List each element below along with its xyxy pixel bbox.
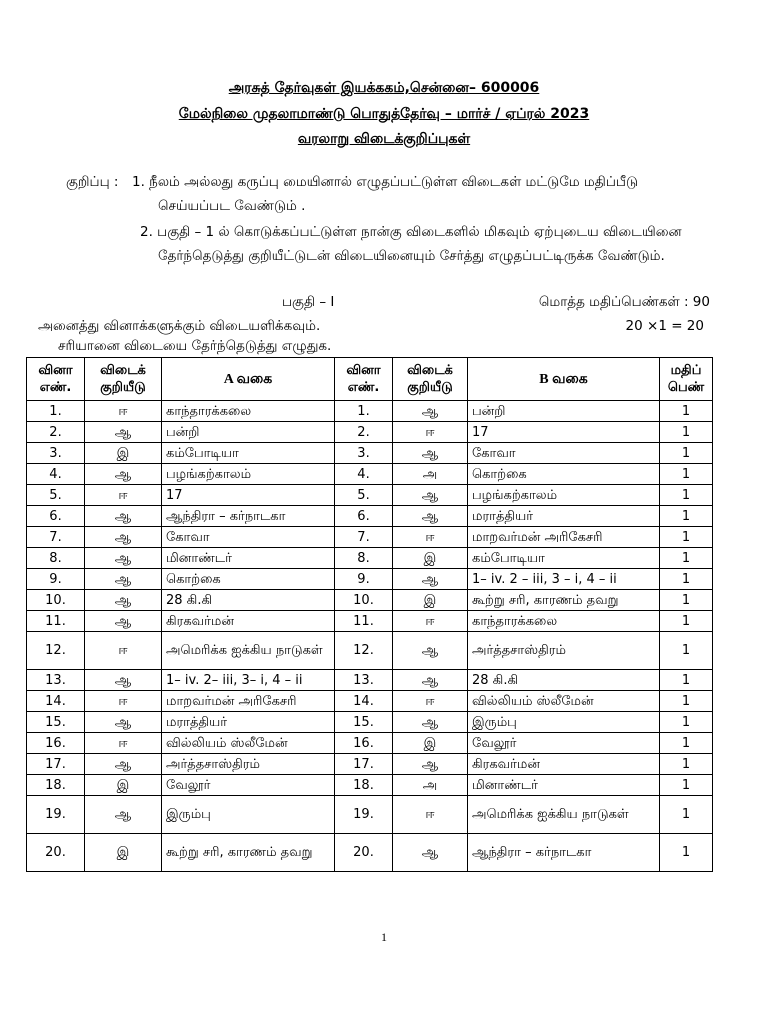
header-line-3-text: வரலாறு விடைக்குறிப்புகள் bbox=[297, 131, 471, 147]
answer-text-a: மராத்தியர் bbox=[162, 712, 335, 733]
table-row bbox=[27, 527, 713, 548]
mark: 1 bbox=[660, 422, 713, 443]
answer-code-b: இ bbox=[393, 548, 468, 569]
note-label: குறிப்பு : bbox=[66, 174, 119, 190]
question-number-b: 9. bbox=[335, 569, 393, 590]
header-code-b: விடைக் குறியீடு bbox=[393, 358, 468, 401]
question-number-a: 4. bbox=[27, 464, 85, 485]
instruction-1: அனைத்து வினாக்களுக்கும் விடையளிக்கவும். bbox=[38, 318, 321, 334]
answer-text-a: பன்றி bbox=[162, 422, 335, 443]
answer-text-b: 17 bbox=[468, 422, 660, 443]
question-number-b: 20. bbox=[335, 834, 393, 872]
table-row bbox=[27, 611, 713, 632]
table-header-row bbox=[27, 358, 713, 401]
answer-code-b: ஆ bbox=[393, 401, 468, 422]
mark: 1 bbox=[660, 401, 713, 422]
mark: 1 bbox=[660, 796, 713, 834]
answer-key-table bbox=[26, 357, 713, 872]
mark: 1 bbox=[660, 691, 713, 712]
answer-text-b: அர்த்தசாஸ்திரம் bbox=[468, 632, 660, 670]
mark: 1 bbox=[660, 754, 713, 775]
table-row bbox=[27, 548, 713, 569]
table-row bbox=[27, 569, 713, 590]
answer-code-a: ஆ bbox=[85, 796, 162, 834]
question-number-a: 1. bbox=[27, 401, 85, 422]
answer-code-a: ஈ bbox=[85, 632, 162, 670]
table-row bbox=[27, 796, 713, 834]
answer-text-a: கம்போடியா bbox=[162, 443, 335, 464]
page-number: 1 bbox=[381, 930, 387, 944]
answer-code-a: இ bbox=[85, 443, 162, 464]
answer-text-b: 1– iv. 2 – iii, 3 – i, 4 – ii bbox=[468, 569, 660, 590]
question-number-b: 15. bbox=[335, 712, 393, 733]
answer-code-b: ஈ bbox=[393, 796, 468, 834]
answer-code-b: ஆ bbox=[393, 569, 468, 590]
mark: 1 bbox=[660, 485, 713, 506]
answer-code-b: ஈ bbox=[393, 691, 468, 712]
question-number-b: 7. bbox=[335, 527, 393, 548]
question-number-a: 3. bbox=[27, 443, 85, 464]
answer-code-a: ஆ bbox=[85, 422, 162, 443]
question-number-a: 13. bbox=[27, 670, 85, 691]
question-number-b: 19. bbox=[335, 796, 393, 834]
total-marks: மொத்த மதிப்பெண்கள் : 90 bbox=[538, 294, 710, 310]
answer-text-b: பன்றி bbox=[468, 401, 660, 422]
answer-text-a: 28 கி.கி bbox=[162, 590, 335, 611]
answer-text-b: அமெரிக்க ஐக்கிய நாடுகள் bbox=[468, 796, 660, 834]
answer-text-b: கிரகவர்மன் bbox=[468, 754, 660, 775]
mark: 1 bbox=[660, 632, 713, 670]
part-score: 20 ×1 = 20 bbox=[625, 318, 704, 334]
answer-code-b: ஆ bbox=[393, 712, 468, 733]
question-number-b: 2. bbox=[335, 422, 393, 443]
answer-text-a: காந்தாரக்கலை bbox=[162, 401, 335, 422]
table-row bbox=[27, 506, 713, 527]
header-line-2-text: மேல்நிலை முதலாமாண்டு பொதுத்தேர்வு – மார்ச் / ஏப்ரல் 2023 bbox=[178, 106, 590, 122]
answer-text-a: ஆந்திரா – கர்நாடகா bbox=[162, 506, 335, 527]
answer-text-b: காந்தாரக்கலை bbox=[468, 611, 660, 632]
answer-text-b: வேலூர் bbox=[468, 733, 660, 754]
question-number-b: 1. bbox=[335, 401, 393, 422]
answer-code-a: ஆ bbox=[85, 712, 162, 733]
mark: 1 bbox=[660, 569, 713, 590]
question-number-a: 19. bbox=[27, 796, 85, 834]
answer-code-b: இ bbox=[393, 733, 468, 754]
answer-text-a: மினாண்டர் bbox=[162, 548, 335, 569]
answer-code-a: ஆ bbox=[85, 464, 162, 485]
answer-code-a: ஆ bbox=[85, 590, 162, 611]
answer-code-b: ஆ bbox=[393, 670, 468, 691]
answer-text-b: கொற்கை bbox=[468, 464, 660, 485]
answer-text-b: 28 கி.கி bbox=[468, 670, 660, 691]
header-line-3 bbox=[0, 131, 768, 149]
part-title: பகுதி – I bbox=[282, 294, 335, 310]
answer-code-b: ஆ bbox=[393, 443, 468, 464]
mark: 1 bbox=[660, 611, 713, 632]
answer-code-a: ஈ bbox=[85, 691, 162, 712]
answer-text-a: கோவா bbox=[162, 527, 335, 548]
answer-code-a: ஆ bbox=[85, 548, 162, 569]
answer-text-a: கூற்று சரி, காரணம் தவறு bbox=[162, 834, 335, 872]
answer-text-b: பழங்கற்காலம் bbox=[468, 485, 660, 506]
answer-code-b: அ bbox=[393, 775, 468, 796]
table-row bbox=[27, 422, 713, 443]
answer-code-a: ஆ bbox=[85, 527, 162, 548]
mark: 1 bbox=[660, 733, 713, 754]
header-qno-b: வினா எண். bbox=[335, 358, 393, 401]
mark: 1 bbox=[660, 670, 713, 691]
question-number-a: 8. bbox=[27, 548, 85, 569]
question-number-a: 11. bbox=[27, 611, 85, 632]
table-row bbox=[27, 590, 713, 611]
question-number-a: 5. bbox=[27, 485, 85, 506]
answer-code-a: ஈ bbox=[85, 485, 162, 506]
question-number-a: 15. bbox=[27, 712, 85, 733]
table-row bbox=[27, 464, 713, 485]
mark: 1 bbox=[660, 834, 713, 872]
question-number-b: 17. bbox=[335, 754, 393, 775]
header-qno: வினா எண். bbox=[27, 358, 85, 401]
table-row bbox=[27, 485, 713, 506]
table-row bbox=[27, 834, 713, 872]
table-row bbox=[27, 443, 713, 464]
note-1-line-2: செய்யப்பட வேண்டும் . bbox=[158, 198, 306, 214]
table-row bbox=[27, 632, 713, 670]
answer-code-b: ஆ bbox=[393, 754, 468, 775]
answer-code-a: இ bbox=[85, 775, 162, 796]
answer-code-b: ஈ bbox=[393, 611, 468, 632]
question-number-b: 14. bbox=[335, 691, 393, 712]
question-number-a: 16. bbox=[27, 733, 85, 754]
answer-code-b: இ bbox=[393, 590, 468, 611]
mark: 1 bbox=[660, 775, 713, 796]
mark: 1 bbox=[660, 506, 713, 527]
table-row bbox=[27, 691, 713, 712]
answer-text-b: மாறவர்மன் அரிகேசரி bbox=[468, 527, 660, 548]
header-line-2 bbox=[0, 106, 768, 124]
question-number-b: 16. bbox=[335, 733, 393, 754]
question-number-b: 3. bbox=[335, 443, 393, 464]
answer-code-a: இ bbox=[85, 834, 162, 872]
question-number-a: 20. bbox=[27, 834, 85, 872]
table-body bbox=[27, 401, 713, 872]
note-2-line-2: தேர்ந்தெடுத்து குறியீட்டுடன் விடையினையும் சேர்த்து எழுதப்பட்டிருக்க வேண்டும். bbox=[158, 248, 665, 264]
answer-text-a: பழங்கற்காலம் bbox=[162, 464, 335, 485]
question-number-a: 17. bbox=[27, 754, 85, 775]
answer-text-b: கம்போடியா bbox=[468, 548, 660, 569]
answer-code-a: ஆ bbox=[85, 754, 162, 775]
answer-code-b: அ bbox=[393, 464, 468, 485]
question-number-a: 2. bbox=[27, 422, 85, 443]
table-row bbox=[27, 670, 713, 691]
question-number-a: 6. bbox=[27, 506, 85, 527]
answer-text-a: கிரகவர்மன் bbox=[162, 611, 335, 632]
answer-text-a: 17 bbox=[162, 485, 335, 506]
answer-text-a: இரும்பு bbox=[162, 796, 335, 834]
question-number-b: 6. bbox=[335, 506, 393, 527]
answer-code-a: ஆ bbox=[85, 569, 162, 590]
answer-code-b: ஆ bbox=[393, 632, 468, 670]
answer-text-b: ஆந்திரா – கர்நாடகா bbox=[468, 834, 660, 872]
header-code: விடைக் குறியீடு bbox=[85, 358, 162, 401]
answer-code-b: ஆ bbox=[393, 485, 468, 506]
mark: 1 bbox=[660, 527, 713, 548]
table-row bbox=[27, 401, 713, 422]
question-number-a: 12. bbox=[27, 632, 85, 670]
question-number-b: 8. bbox=[335, 548, 393, 569]
answer-text-b: கூற்று சரி, காரணம் தவறு bbox=[468, 590, 660, 611]
answer-code-a: ஈ bbox=[85, 401, 162, 422]
header-mark: மதிப் பெண் bbox=[660, 358, 713, 401]
answer-code-a: ஆ bbox=[85, 611, 162, 632]
mark: 1 bbox=[660, 443, 713, 464]
mark: 1 bbox=[660, 712, 713, 733]
question-number-a: 9. bbox=[27, 569, 85, 590]
note-1-line-1: 1. நீலம் அல்லது கருப்பு மையினால் எழுதப்பட்டுள்ள விடைகள் மட்டுமே மதிப்பீடு bbox=[132, 174, 638, 190]
answer-text-a: 1– iv. 2– iii, 3– i, 4 – ii bbox=[162, 670, 335, 691]
question-number-a: 18. bbox=[27, 775, 85, 796]
answer-code-a: ஈ bbox=[85, 733, 162, 754]
answer-text-b: கோவா bbox=[468, 443, 660, 464]
table-row bbox=[27, 754, 713, 775]
question-number-b: 11. bbox=[335, 611, 393, 632]
note-2-line-1: 2. பகுதி – 1 ல் கொடுக்கப்பட்டுள்ள நான்கு விடைகளில் மிகவும் ஏற்புடைய விடையினை bbox=[140, 224, 682, 240]
header-line-1-text: அரசுத் தேர்வுகள் இயக்ககம்,சென்னை– 600006 bbox=[228, 80, 540, 96]
question-number-b: 4. bbox=[335, 464, 393, 485]
answer-text-b: இரும்பு bbox=[468, 712, 660, 733]
answer-text-a: வேலூர் bbox=[162, 775, 335, 796]
header-set-b: B வகை bbox=[468, 358, 660, 401]
table-row bbox=[27, 712, 713, 733]
answer-code-b: ஆ bbox=[393, 834, 468, 872]
header-line-1 bbox=[0, 80, 768, 98]
question-number-b: 10. bbox=[335, 590, 393, 611]
mark: 1 bbox=[660, 464, 713, 485]
question-number-b: 12. bbox=[335, 632, 393, 670]
mark: 1 bbox=[660, 548, 713, 569]
mark: 1 bbox=[660, 590, 713, 611]
answer-code-a: ஆ bbox=[85, 506, 162, 527]
instruction-2: சரியானை விடையை தேர்ந்தெடுத்து எழுதுக. bbox=[58, 338, 332, 354]
answer-text-a: அமெரிக்க ஐக்கிய நாடுகள் bbox=[162, 632, 335, 670]
table-row bbox=[27, 775, 713, 796]
answer-code-b: ஈ bbox=[393, 422, 468, 443]
table-row bbox=[27, 733, 713, 754]
answer-text-a: அர்த்தசாஸ்திரம் bbox=[162, 754, 335, 775]
question-number-b: 5. bbox=[335, 485, 393, 506]
question-number-a: 7. bbox=[27, 527, 85, 548]
answer-code-a: ஆ bbox=[85, 670, 162, 691]
answer-text-a: மாறவர்மன் அரிகேசரி bbox=[162, 691, 335, 712]
answer-text-b: மராத்தியர் bbox=[468, 506, 660, 527]
question-number-b: 18. bbox=[335, 775, 393, 796]
answer-text-b: வில்லியம் ஸ்லீமேன் bbox=[468, 691, 660, 712]
answer-text-a: வில்லியம் ஸ்லீமேன் bbox=[162, 733, 335, 754]
question-number-a: 14. bbox=[27, 691, 85, 712]
question-number-b: 13. bbox=[335, 670, 393, 691]
answer-text-b: மினாண்டர் bbox=[468, 775, 660, 796]
answer-code-b: ஆ bbox=[393, 506, 468, 527]
question-number-a: 10. bbox=[27, 590, 85, 611]
answer-text-a: கொற்கை bbox=[162, 569, 335, 590]
header-set-a: A வகை bbox=[162, 358, 335, 401]
answer-code-b: ஈ bbox=[393, 527, 468, 548]
